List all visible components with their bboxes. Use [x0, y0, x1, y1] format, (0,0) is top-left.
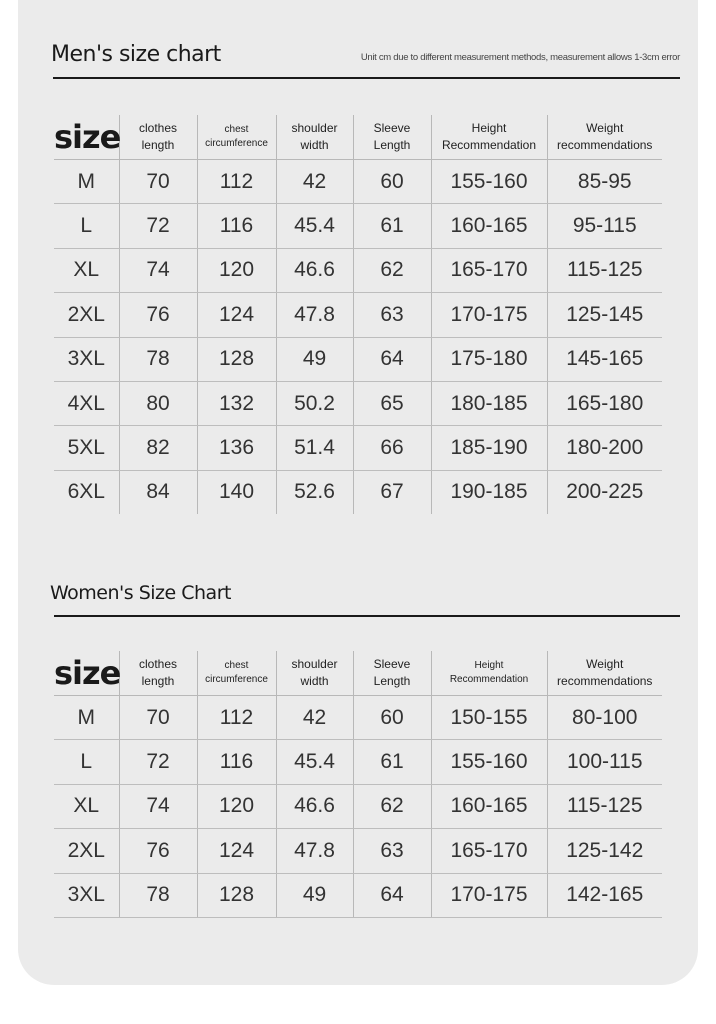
table-cell: 63 — [353, 293, 431, 337]
men-header-text: shoulder — [291, 121, 338, 135]
table-cell: 45.4 — [276, 204, 353, 248]
men-section — [36, 40, 680, 520]
table-cell: 112 — [197, 160, 276, 204]
size-label-cell: L — [54, 740, 119, 784]
men-header-cell — [276, 115, 353, 160]
table-cell: 116 — [197, 740, 276, 784]
women-header-cell — [276, 651, 353, 696]
table-row — [54, 293, 662, 337]
size-label-cell: 3XL — [54, 873, 119, 917]
women-title-rule — [54, 615, 680, 617]
men-header-text: size — [54, 117, 121, 156]
women-table-body — [54, 696, 662, 918]
men-title-rule — [53, 77, 680, 79]
men-header-cell — [353, 115, 431, 160]
women-header-text: width — [300, 674, 329, 688]
women-header-cell — [119, 651, 197, 696]
table-cell: 67 — [353, 470, 431, 514]
men-header-text: circumference — [205, 138, 268, 149]
table-cell: 160-165 — [431, 204, 547, 248]
men-header-cell — [119, 115, 197, 160]
table-row — [54, 696, 662, 740]
size-label-cell: M — [54, 160, 119, 204]
table-cell: 165-170 — [431, 829, 547, 873]
table-cell: 142-165 — [547, 873, 662, 917]
table-cell: 47.8 — [276, 829, 353, 873]
size-label-cell: XL — [54, 784, 119, 828]
women-header-text: Length — [373, 674, 411, 688]
table-cell: 125-145 — [547, 293, 662, 337]
men-header-text: clothes — [138, 121, 178, 135]
table-cell: 145-165 — [547, 337, 662, 381]
table-cell: 180-200 — [547, 426, 662, 470]
size-label-cell: 2XL — [54, 293, 119, 337]
table-cell: 80-100 — [547, 696, 662, 740]
table-cell: 65 — [353, 381, 431, 425]
table-row — [54, 829, 662, 873]
table-cell: 51.4 — [276, 426, 353, 470]
men-header-text: width — [300, 138, 329, 152]
table-cell: 61 — [353, 204, 431, 248]
table-cell: 47.8 — [276, 293, 353, 337]
table-cell: 42 — [276, 160, 353, 204]
table-row — [54, 740, 662, 784]
table-cell: 115-125 — [547, 248, 662, 292]
men-header-text: length — [141, 138, 175, 152]
table-cell: 190-185 — [431, 470, 547, 514]
women-header-text: circumference — [205, 674, 268, 685]
men-header-text: Height — [471, 121, 507, 135]
men-header-text: Length — [373, 138, 411, 152]
men-section-title: Men's size chart — [51, 42, 221, 67]
table-cell: 132 — [197, 381, 276, 425]
table-cell: 160-165 — [431, 784, 547, 828]
table-cell: 100-115 — [547, 740, 662, 784]
men-header-text: Recommendation — [441, 138, 537, 152]
size-label-cell: 5XL — [54, 426, 119, 470]
table-cell: 165-180 — [547, 381, 662, 425]
men-table-body — [54, 160, 662, 515]
table-cell: 62 — [353, 784, 431, 828]
women-header-cell — [197, 651, 276, 696]
table-row — [54, 337, 662, 381]
size-label-cell: XL — [54, 248, 119, 292]
men-header-cell — [431, 115, 547, 160]
table-row — [54, 160, 662, 204]
table-cell: 136 — [197, 426, 276, 470]
table-row — [54, 873, 662, 917]
table-cell: 66 — [353, 426, 431, 470]
table-cell: 78 — [119, 873, 197, 917]
table-cell: 80 — [119, 381, 197, 425]
table-cell: 74 — [119, 784, 197, 828]
table-cell: 115-125 — [547, 784, 662, 828]
men-header-text: recommendations — [557, 138, 653, 152]
table-cell: 49 — [276, 337, 353, 381]
table-cell: 124 — [197, 293, 276, 337]
table-cell: 165-170 — [431, 248, 547, 292]
women-section-title: Women's Size Chart — [50, 582, 231, 604]
men-size-table — [54, 115, 662, 514]
table-cell: 82 — [119, 426, 197, 470]
table-cell: 170-175 — [431, 873, 547, 917]
table-cell: 155-160 — [431, 740, 547, 784]
women-header-text: size — [54, 653, 121, 692]
men-header-cell — [54, 115, 119, 160]
women-header-text: Sleeve — [373, 657, 411, 671]
table-cell: 42 — [276, 696, 353, 740]
table-cell: 175-180 — [431, 337, 547, 381]
table-cell: 74 — [119, 248, 197, 292]
men-header-text: chest — [224, 124, 249, 135]
table-cell: 200-225 — [547, 470, 662, 514]
men-header-cell — [547, 115, 662, 160]
size-label-cell: L — [54, 204, 119, 248]
size-label-cell: M — [54, 696, 119, 740]
table-cell: 180-185 — [431, 381, 547, 425]
table-cell: 125-142 — [547, 829, 662, 873]
table-cell: 95-115 — [547, 204, 662, 248]
table-cell: 72 — [119, 204, 197, 248]
women-section — [36, 580, 662, 940]
men-table-header — [54, 115, 662, 160]
table-cell: 45.4 — [276, 740, 353, 784]
table-cell: 84 — [119, 470, 197, 514]
table-row — [54, 248, 662, 292]
table-cell: 120 — [197, 784, 276, 828]
table-cell: 78 — [119, 337, 197, 381]
table-cell: 155-160 — [431, 160, 547, 204]
size-chart-card — [18, 0, 698, 985]
women-header-text: Weight — [586, 657, 624, 671]
table-cell: 124 — [197, 829, 276, 873]
table-cell: 140 — [197, 470, 276, 514]
table-cell: 70 — [119, 696, 197, 740]
table-cell: 76 — [119, 293, 197, 337]
size-label-cell: 2XL — [54, 829, 119, 873]
table-cell: 60 — [353, 696, 431, 740]
table-cell: 64 — [353, 873, 431, 917]
women-header-cell — [54, 651, 119, 696]
table-cell: 72 — [119, 740, 197, 784]
table-cell: 85-95 — [547, 160, 662, 204]
table-cell: 76 — [119, 829, 197, 873]
table-cell: 60 — [353, 160, 431, 204]
table-cell: 61 — [353, 740, 431, 784]
table-cell: 170-175 — [431, 293, 547, 337]
women-header-cell — [353, 651, 431, 696]
women-header-text: Height — [474, 660, 504, 671]
table-row — [54, 784, 662, 828]
women-header-text: Recommendation — [449, 674, 529, 685]
table-cell: 150-155 — [431, 696, 547, 740]
table-cell: 46.6 — [276, 784, 353, 828]
table-cell: 62 — [353, 248, 431, 292]
measurement-note: Unit cm due to different measurement methods, measurement allows 1-3cm error — [360, 52, 680, 63]
women-size-table — [54, 651, 662, 918]
table-cell: 46.6 — [276, 248, 353, 292]
women-header-text: clothes — [138, 657, 178, 671]
men-header-cell — [197, 115, 276, 160]
women-header-text: recommendations — [557, 674, 653, 688]
table-cell: 64 — [353, 337, 431, 381]
table-cell: 70 — [119, 160, 197, 204]
size-label-cell: 4XL — [54, 381, 119, 425]
women-header-cell — [431, 651, 547, 696]
men-header-text: Weight — [586, 121, 624, 135]
women-header-text: length — [141, 674, 175, 688]
women-header-text: chest — [224, 660, 249, 671]
women-header-text: shoulder — [291, 657, 338, 671]
size-label-cell: 6XL — [67, 480, 105, 504]
men-header-text: Sleeve — [373, 121, 411, 135]
table-row — [54, 470, 662, 514]
table-cell: 128 — [197, 337, 276, 381]
table-cell: 112 — [197, 696, 276, 740]
table-row — [54, 381, 662, 425]
table-cell: 52.6 — [276, 470, 353, 514]
table-cell: 185-190 — [431, 426, 547, 470]
women-table-header — [54, 651, 662, 696]
table-row — [54, 426, 662, 470]
size-label-cell: 3XL — [54, 337, 119, 381]
table-cell: 120 — [197, 248, 276, 292]
table-cell: 49 — [276, 873, 353, 917]
table-cell: 128 — [197, 873, 276, 917]
table-cell: 50.2 — [276, 381, 353, 425]
women-header-cell — [547, 651, 662, 696]
table-row — [54, 204, 662, 248]
table-cell: 63 — [353, 829, 431, 873]
table-cell: 116 — [197, 204, 276, 248]
